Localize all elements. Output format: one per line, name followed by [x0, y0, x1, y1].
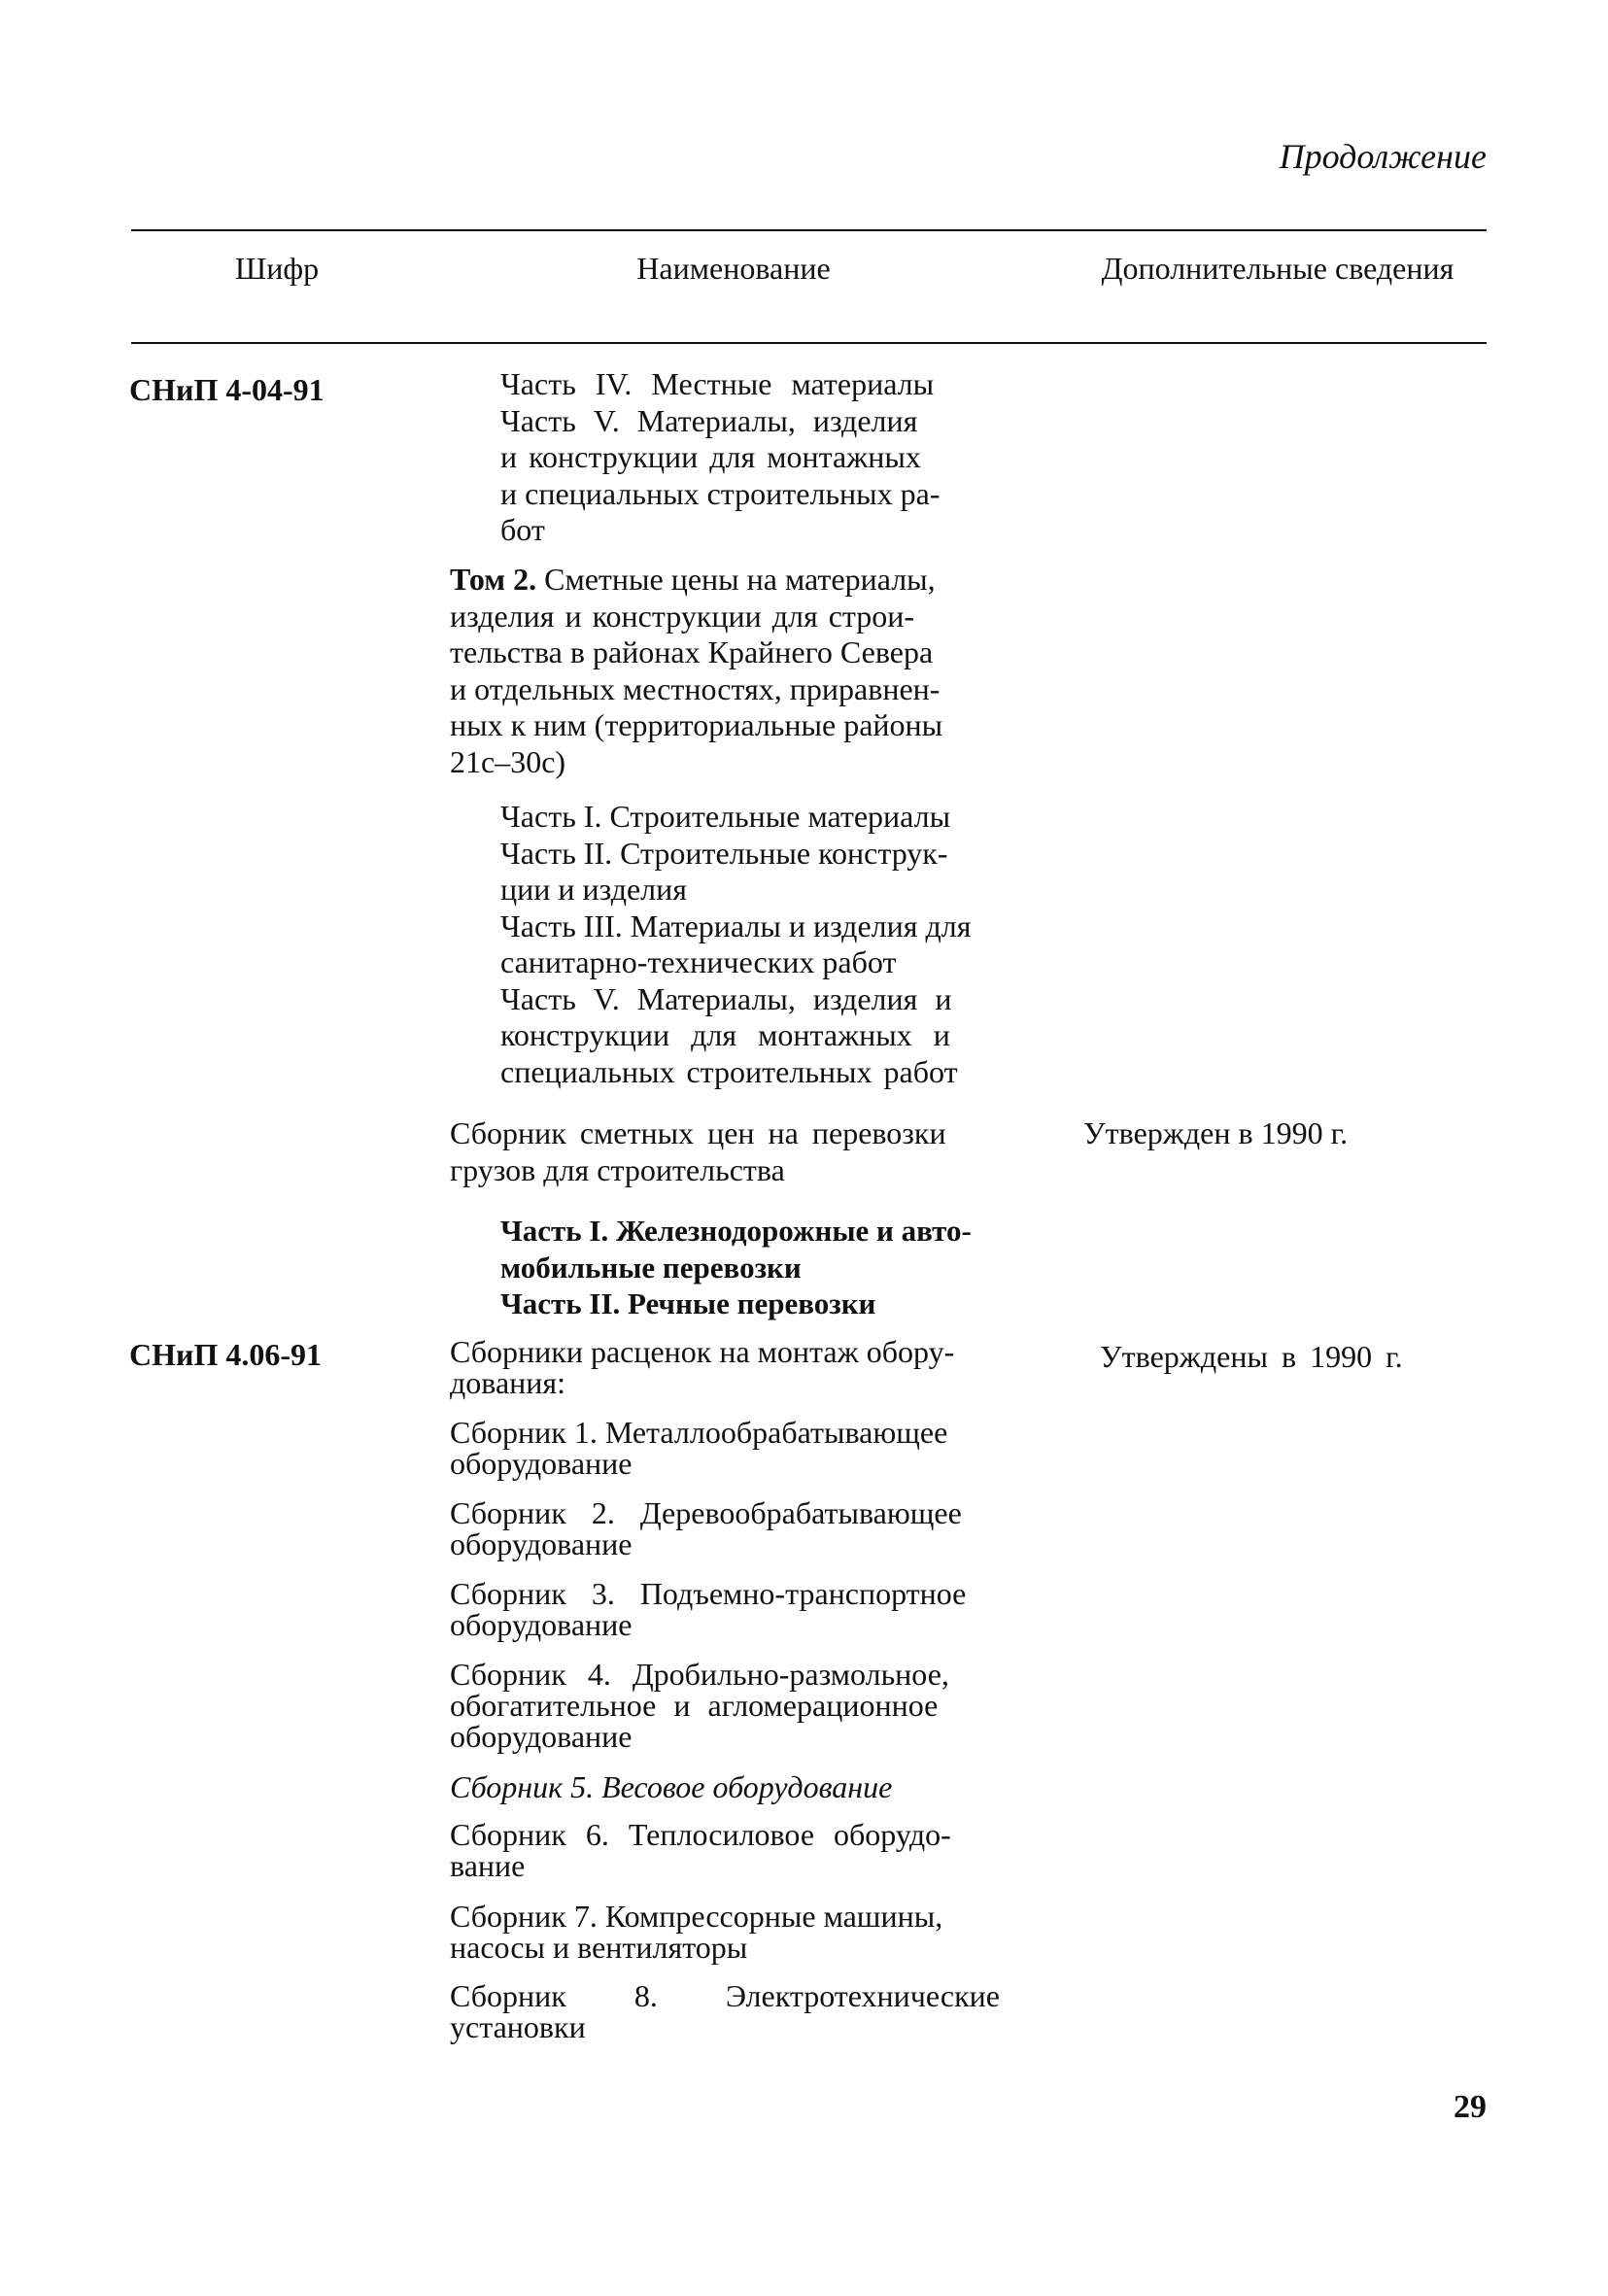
text-line: оборудование: [450, 1526, 633, 1561]
list-item: [450, 1417, 1049, 1479]
text-line: Часть II. Строительные конструк-: [500, 835, 948, 871]
text-line: ных к ним (территориальные районы: [450, 707, 943, 742]
text-line: санитарно-технических работ: [500, 944, 897, 979]
row-code: СНиП 4-04-91: [129, 372, 325, 407]
list-item: [450, 1659, 1049, 1752]
text-line: Сборник 4. Дробильно-размольное,: [450, 1657, 949, 1692]
text-line: Сборник 7. Компрессорные машины,: [450, 1899, 943, 1934]
text-line: Часть I. Железнодорожные и авто-: [500, 1214, 972, 1248]
text-line: тельства в районах Крайнего Севера: [450, 634, 934, 669]
extra-info: Утвержден в 1990 г.: [1083, 1115, 1349, 1150]
text-line: дования:: [450, 1365, 566, 1400]
text-line: Часть II. Речные перевозки: [500, 1286, 876, 1320]
list-item: [450, 562, 1049, 780]
text-line: конструкции для монтажных и: [500, 1017, 950, 1052]
text-line: и конструкции для монтажных: [500, 439, 921, 474]
row-code: СНиП 4.06-91: [129, 1337, 322, 1372]
text-line: изделия и конструкции для строи-: [450, 598, 915, 634]
page-number: 29: [1454, 2089, 1487, 2125]
text-line: [450, 562, 1049, 599]
text-line: оборудование: [450, 1446, 633, 1481]
list-item: [500, 366, 1049, 549]
text-line: обогатительное и агломерационное: [450, 1688, 939, 1723]
extra-info: Утверждены в 1990 г.: [1100, 1339, 1403, 1374]
text-line: оборудование: [450, 1607, 633, 1642]
table-header-rule: [131, 342, 1487, 344]
list-item: [500, 1213, 1049, 1322]
text-line: Сборник сметных цен на перевозки: [450, 1115, 946, 1150]
list-item: [450, 1578, 1049, 1640]
text-line: установки: [450, 2009, 586, 2044]
text-line: специальных строительных работ: [500, 1053, 958, 1089]
text-line: бот: [500, 512, 545, 547]
text-line: оборудование: [450, 1719, 633, 1754]
column-header-code: Шифр: [234, 251, 320, 286]
text-line: мобильные перевозки: [500, 1250, 802, 1285]
list-item: [450, 1771, 1049, 1802]
text-line: Часть I. Строительные материалы: [500, 799, 951, 834]
list-item: [450, 1336, 1049, 1398]
text-line: Сборник 5. Весовое оборудование: [450, 1769, 893, 1804]
text-line: ции и изделия: [500, 872, 687, 907]
text-line: Сборник 3. Подъемно-транспортное: [450, 1576, 967, 1611]
text-line: Часть III. Материалы и изделия для: [500, 908, 972, 943]
text-line: Сборник 6. Теплосиловое оборудо-: [450, 1817, 951, 1852]
text-line: вание: [450, 1848, 526, 1883]
text-line: Сборник 8. Электротехнические: [450, 1978, 1000, 2013]
text-line: и специальных строительных ра-: [500, 475, 941, 511]
continuation-label: Продолжение: [1279, 137, 1487, 176]
column-header-name: Наименование: [636, 251, 831, 286]
text-line: Часть V. Материалы, изделия: [500, 402, 918, 438]
volume-label: Том 2.: [450, 562, 537, 597]
text-line: Сборники расценок на монтаж обору-: [450, 1334, 955, 1369]
text-line: 21с–30с): [450, 743, 566, 779]
text-line: Сборник 2. Деревообрабатывающее: [450, 1495, 962, 1530]
text-line: Часть V. Материалы, изделия и: [500, 980, 952, 1016]
text-line: и отдельных местностях, приравнен-: [450, 670, 941, 706]
text-line: Часть IV. Местные материалы: [500, 366, 935, 401]
column-header-extra: Дополнительные сведения: [1101, 251, 1454, 286]
text-line: насосы и вентиляторы: [450, 1930, 748, 1965]
list-item: [450, 1115, 1049, 1188]
list-item: [450, 1819, 1049, 1881]
list-item: [450, 1901, 1049, 1963]
text-fragment: Сметные цены на материалы,: [536, 562, 936, 597]
list-item: [450, 1980, 1049, 2042]
table-top-rule: [131, 229, 1487, 231]
text-line: грузов для строительства: [450, 1151, 785, 1187]
text-line: Сборник 1. Металлообрабатывающее: [450, 1415, 948, 1450]
list-item: [450, 1497, 1049, 1559]
list-item: [500, 799, 1049, 1090]
